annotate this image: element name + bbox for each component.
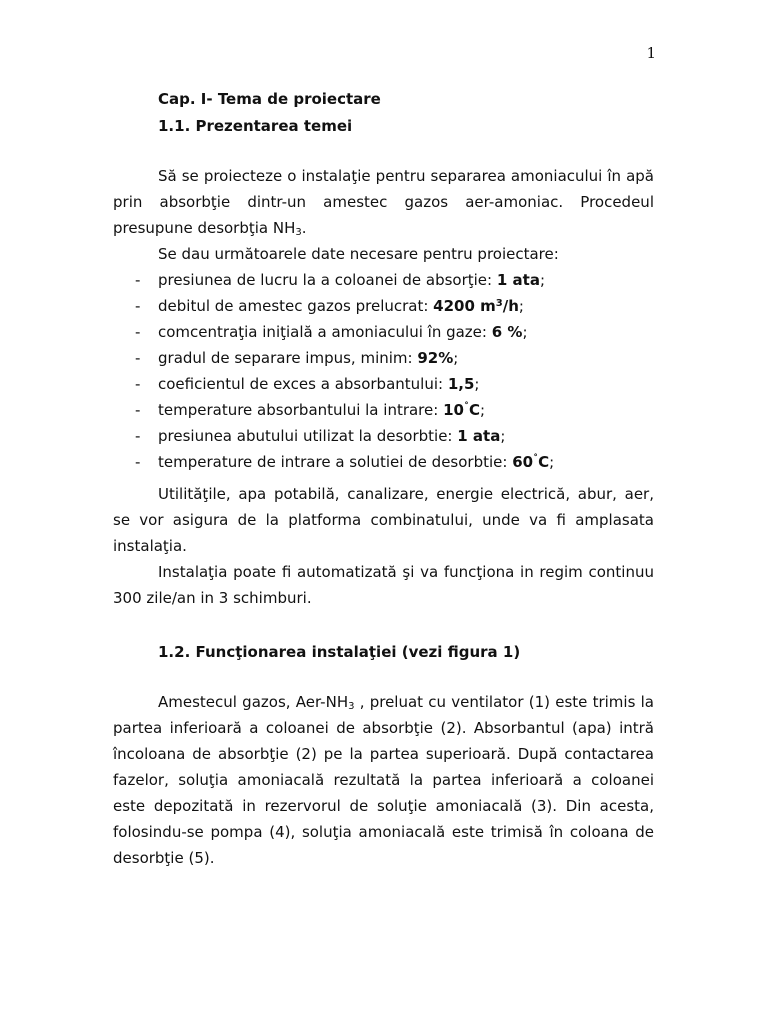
paragraph-line: folosindu-se pompa (4), soluţia amoniacală este trimisă în coloana de xyxy=(113,823,654,841)
intro-line: prin absorbţie dintr-un amestec gazos aer-amoniac. Procedeul xyxy=(113,193,654,211)
design-data-list xyxy=(113,267,654,475)
paragraph-line: 300 zile/an in 3 schimburi. xyxy=(113,589,312,607)
paragraph-line: desorbţie (5). xyxy=(113,849,215,867)
paragraph-line: Instalaţia poate fi automatizată şi va funcţiona in regim continuu xyxy=(158,563,654,581)
paragraph-line: încoloana de absorbţie (2) pe la partea superioară. După contactarea xyxy=(113,745,654,763)
list-item: - debitul de amestec gazos prelucrat: 4200 $m^3/h$; xyxy=(135,297,524,315)
section-title: 1.2. Funcţionarea instalaţiei (vezi figura 1) xyxy=(158,643,521,661)
section-title: 1.1. Prezentarea temei xyxy=(158,117,353,135)
list-item: - temperature de intrare a solutiei de desorbtie: 60˚C; xyxy=(135,453,555,471)
paragraph-line: fazelor, soluţia amoniacală rezultată la partea inferioară a coloanei xyxy=(113,771,654,789)
intro-paragraph xyxy=(113,163,654,267)
list-item: - comcentraţia iniţială a amoniacului în gaze: 6 %; xyxy=(135,323,528,341)
subscript: 3 xyxy=(348,701,355,712)
list-item: - presiunea abutului utilizat la desorbtie: 1 ata; xyxy=(135,427,506,445)
operation-paragraph xyxy=(113,689,654,871)
intro-line: Se dau următoarele date necesare pentru proiectare: xyxy=(158,245,559,263)
page-number: 1 xyxy=(646,44,656,62)
paragraph-line: partea inferioară a coloanei de absorbţie (2). Absorbantul (apa) intră xyxy=(113,719,654,737)
list-item: - presiunea de lucru la a coloanei de absorţie: 1 ata; xyxy=(135,271,546,289)
subscript: 3 xyxy=(295,227,302,238)
utilities-paragraph xyxy=(113,481,654,611)
intro-line: Să se proiecteze o instalaţie pentru separarea amoniacului în apă xyxy=(158,167,654,185)
paragraph-line: instalaţia. xyxy=(113,537,187,555)
intro-line: presupune desorbţia $NH_3$. xyxy=(113,219,307,238)
list-item: - temperature absorbantului la intrare: 10˚C; xyxy=(135,401,486,419)
paragraph-line: Utilităţile, apa potabilă, canalizare, energie electrică, abur, aer, xyxy=(158,485,654,503)
paragraph-line: se vor asigura de la platforma combinatului, unde va fi amplasata xyxy=(113,511,654,529)
paragraph-line: Amestecul gazos, Aer-$NH_3$ , preluat cu ventilator (1) este trimis la xyxy=(158,693,654,712)
paragraph-line: este depozitată in rezervorul de soluţie amoniacală (3). Din acesta, xyxy=(113,797,654,815)
list-item: - gradul de separare impus, minim: 92%; xyxy=(135,349,459,367)
chapter-title: Cap. I- Tema de proiectare xyxy=(158,90,381,108)
list-item: - coeficientul de exces a absorbantului: 1,5; xyxy=(135,375,480,393)
